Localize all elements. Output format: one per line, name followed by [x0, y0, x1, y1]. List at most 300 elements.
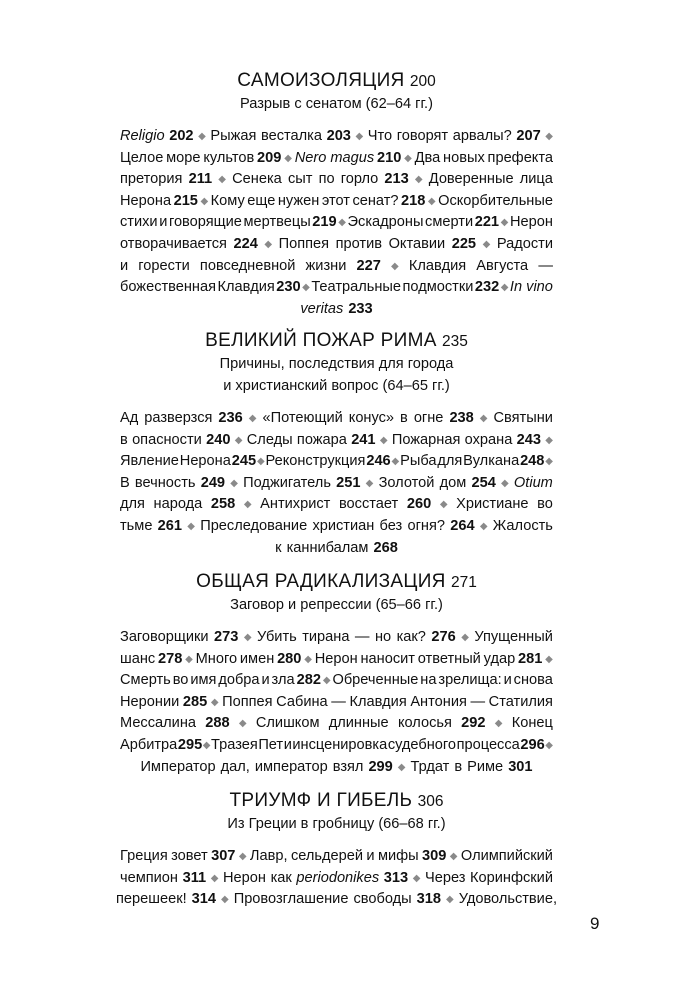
diamond-separator-icon: ◆	[391, 260, 399, 272]
toc-word: море	[166, 149, 201, 166]
toc-page-number: 314	[191, 891, 216, 908]
toc-word: Два	[414, 149, 441, 166]
toc-word: Явление	[120, 453, 179, 470]
toc-word: и	[120, 257, 129, 274]
toc-word: Неронии	[120, 693, 180, 710]
toc-word: тьме	[120, 517, 153, 534]
diamond-separator-icon: ◆	[264, 238, 273, 250]
toc-word: наносит	[360, 650, 415, 667]
toc-word: для	[120, 496, 145, 513]
toc-line	[120, 126, 553, 148]
toc-word: Клавдия	[217, 279, 275, 296]
toc-word: длинные	[328, 715, 389, 732]
toc-word: Христиане	[456, 496, 529, 513]
toc-word: Октавии	[388, 235, 446, 252]
toc-word: сельдерей	[290, 848, 364, 864]
toc-line	[120, 735, 553, 757]
toc-word: Целое	[120, 149, 164, 166]
toc-page-number: 313	[383, 869, 409, 886]
toc-page-number: 248	[520, 453, 545, 470]
chapter-contents	[120, 627, 553, 778]
toc-word: Августа	[476, 257, 529, 274]
toc-page-number: 307	[211, 848, 236, 864]
chapter-subtitle: Заговор и репрессии (65–66 гг.)	[230, 597, 443, 613]
toc-line	[120, 430, 553, 452]
toc-line	[120, 451, 553, 473]
toc-word: Антихрист	[260, 496, 331, 513]
toc-page-number: 273	[214, 629, 239, 645]
diamond-separator-icon: ◆	[284, 152, 292, 164]
diamond-separator-icon: ◆	[427, 195, 436, 207]
toc-word: Сабина	[276, 693, 328, 710]
diamond-separator-icon: ◆	[210, 872, 219, 884]
toc-line	[120, 516, 553, 538]
toc-word: но	[374, 629, 392, 645]
toc-word: Что	[367, 128, 393, 144]
toc-word: колосья	[397, 715, 452, 732]
toc-word: Театральные	[311, 279, 402, 296]
toc-word: судебного	[387, 736, 457, 753]
toc-page-number: 230	[276, 279, 301, 296]
toc-word: Поппея	[278, 235, 330, 252]
toc-page-number: 218	[401, 192, 426, 209]
toc-word: мифы	[377, 848, 419, 864]
toc-word: Пет	[258, 736, 284, 753]
toc-word: как?	[396, 629, 426, 645]
chapter-title: ТРИУМФ И ГИБЕЛЬ	[229, 790, 413, 811]
toc-word: Клавдия	[408, 257, 467, 274]
toc-page-number: 260	[406, 496, 432, 513]
toc-word: вечность	[134, 474, 196, 491]
diamond-separator-icon: ◆	[304, 653, 312, 665]
toc-word: Радости	[496, 235, 553, 252]
toc-word: зовет	[171, 848, 208, 864]
toc-line	[120, 256, 553, 278]
toc-word: говорящие	[168, 214, 242, 231]
toc-word: процесса	[456, 736, 520, 753]
toc-word: для	[437, 453, 463, 470]
diamond-separator-icon: ◆	[198, 131, 206, 142]
toc-word: в	[400, 410, 408, 426]
toc-word: Святыни	[493, 410, 553, 426]
toc-word: претория	[120, 171, 183, 188]
diamond-separator-icon: ◆	[439, 499, 448, 511]
toc-word: Сенека	[232, 171, 282, 188]
chapter-title: ОБЩАЯ РАДИКАЛИЗАЦИЯ	[196, 571, 446, 592]
toc-page-number: 241	[351, 431, 376, 448]
toc-page-number: 264	[450, 517, 475, 534]
toc-word: Вулкана	[463, 453, 520, 470]
chapter-contents	[116, 846, 558, 911]
toc-page-number: 299	[368, 758, 393, 775]
toc-page-number: 254	[471, 474, 496, 491]
toc-page-number: 249	[200, 474, 226, 491]
toc-line	[120, 868, 553, 890]
toc-word: Оскорбительные	[438, 192, 553, 209]
diamond-separator-icon: ◆	[545, 739, 553, 751]
toc-word: Нерон	[509, 214, 553, 231]
toc-word: Лавр,	[249, 848, 288, 864]
chapter-contents	[120, 126, 553, 320]
toc-page-number: 202	[169, 128, 194, 144]
toc-word: —	[470, 693, 486, 710]
toc-word: ответный	[417, 650, 481, 667]
toc-word: дом	[439, 474, 467, 491]
toc-word: инсценировка	[292, 736, 388, 753]
toc-word: Клавдия	[349, 693, 407, 710]
diamond-separator-icon: ◆	[545, 434, 553, 446]
toc-word: этот	[321, 192, 350, 209]
toc-word: разверзся	[144, 410, 213, 426]
toc-word: взял	[332, 758, 364, 775]
diamond-separator-icon: ◆	[256, 456, 265, 468]
toc-word: христиан	[312, 517, 375, 534]
diamond-separator-icon: ◆	[243, 499, 252, 511]
toc-line	[120, 191, 553, 213]
toc-page-number: 295	[177, 736, 203, 753]
toc-word: и	[261, 672, 270, 689]
toc-word: снова	[513, 672, 553, 689]
toc-word: В	[120, 474, 130, 491]
toc-line	[120, 148, 553, 170]
toc-line	[120, 494, 553, 516]
diamond-separator-icon: ◆	[445, 894, 454, 906]
toc-word: Статилия	[488, 693, 553, 710]
toc-word: удар	[483, 650, 516, 667]
chapter-page-number: 271	[450, 574, 477, 591]
toc-word: тирана	[302, 629, 350, 645]
toc-word: Преследование	[200, 517, 308, 534]
toc-word: отворачивается	[120, 235, 227, 252]
toc-word: Трдат	[410, 758, 450, 775]
toc-word: Коринфский	[470, 869, 553, 886]
toc-word: имен	[239, 650, 275, 667]
toc-page-number: 281	[518, 650, 543, 667]
toc-page-number: 268	[373, 539, 398, 556]
diamond-separator-icon: ◆	[479, 520, 488, 532]
toc-word: и	[366, 848, 375, 864]
diamond-separator-icon: ◆	[482, 238, 491, 250]
toc-page-number: 258	[210, 496, 236, 513]
chapter-subtitle: Из Греции в гробницу (66–68 гг.)	[227, 816, 446, 832]
diamond-separator-icon: ◆	[414, 174, 423, 186]
toc-word: в	[120, 431, 128, 448]
toc-word: в	[454, 758, 463, 775]
toc-page-number: 227	[356, 257, 381, 274]
toc-word: —	[538, 257, 553, 274]
toc-word: Otium	[513, 474, 553, 491]
chapter-page-number: 306	[417, 793, 444, 810]
chapter-4	[116, 790, 558, 911]
chapter-subtitle: и христианский вопрос (64–65 гг.)	[223, 378, 450, 394]
toc-word: Риме	[467, 758, 504, 775]
toc-line	[120, 649, 553, 671]
toc-word: добра	[218, 672, 260, 689]
toc-word: и	[503, 672, 512, 689]
toc-line	[116, 889, 558, 911]
toc-word: имя	[190, 672, 217, 689]
toc-page-number: 221	[474, 214, 500, 231]
toc-word: дал,	[220, 758, 250, 775]
toc-word: Пожарная	[391, 431, 461, 448]
chapter-heading	[120, 330, 553, 353]
toc-word: Нерон	[223, 869, 266, 886]
toc-word: лица	[519, 171, 553, 188]
toc-line	[120, 627, 553, 649]
toc-word: перешеек!	[116, 891, 187, 908]
diamond-separator-icon: ◆	[302, 282, 310, 294]
toc-word: сенат?	[352, 192, 399, 209]
chapter-page-number: 235	[441, 333, 468, 350]
toc-word: Греция	[120, 848, 168, 864]
toc-word: народа	[153, 496, 203, 513]
toc-word: Конец	[511, 715, 553, 732]
diamond-separator-icon: ◆	[397, 761, 406, 773]
toc-word: и	[159, 214, 168, 231]
diamond-separator-icon: ◆	[545, 456, 553, 468]
diamond-separator-icon: ◆	[248, 413, 257, 424]
diamond-separator-icon: ◆	[545, 131, 553, 142]
toc-word: весталка	[261, 128, 322, 144]
toc-word: Смерть	[120, 672, 171, 689]
toc-word: подмостки	[402, 279, 474, 296]
toc-line	[120, 846, 553, 868]
diamond-separator-icon: ◆	[404, 152, 412, 164]
toc-word: Жалость	[492, 517, 553, 534]
toc-page-number: 251	[336, 474, 361, 491]
chapter-subtitle: Разрыв с сенатом (62–64 гг.)	[240, 96, 433, 112]
toc-word: —	[331, 693, 346, 710]
toc-word: Тразея	[211, 736, 258, 753]
toc-line	[120, 277, 553, 299]
toc-word: как	[270, 869, 292, 886]
chapter-heading	[120, 70, 553, 93]
toc-word: veritas	[300, 300, 344, 317]
toc-word: Упущенный	[474, 629, 553, 645]
toc-word: зла	[271, 672, 295, 689]
toc-word: Арбитра	[120, 736, 178, 753]
toc-word: Убить	[257, 629, 297, 645]
diamond-separator-icon: ◆	[479, 413, 488, 424]
toc-word: Реконструкция	[265, 453, 366, 470]
toc-word: Мессалина	[120, 715, 196, 732]
toc-word: Через	[424, 869, 466, 886]
toc-line	[120, 713, 553, 735]
toc-word: арвалы?	[452, 128, 512, 144]
chapter-1	[120, 70, 553, 320]
toc-page-number: 209	[257, 149, 282, 166]
toc-word: Рыжая	[210, 128, 257, 144]
toc-line	[120, 408, 553, 430]
toc-word: охрана	[464, 431, 513, 448]
toc-page-number: 246	[366, 453, 391, 470]
toc-word: Следы	[246, 431, 293, 448]
toc-word: Провозглашение	[233, 891, 349, 908]
diamond-separator-icon: ◆	[545, 653, 553, 665]
chapter-page-number: 200	[409, 73, 436, 90]
toc-word: зрелища:	[438, 672, 502, 689]
toc-line	[120, 169, 553, 191]
toc-word: жизни	[305, 257, 347, 274]
diamond-separator-icon: ◆	[338, 217, 346, 229]
toc-page-number: 210	[376, 149, 402, 166]
toc-word: Кому	[210, 192, 245, 209]
toc-word: Нерона	[120, 192, 172, 209]
toc-word: префекта	[487, 149, 553, 166]
toc-page-number: 211	[188, 171, 213, 188]
toc-page-number: 245	[231, 453, 257, 470]
toc-page-number: 301	[508, 758, 533, 775]
diamond-separator-icon: ◆	[322, 675, 331, 687]
diamond-separator-icon: ◆	[379, 434, 388, 446]
chapter-heading	[120, 790, 553, 813]
chapter-3	[120, 571, 553, 778]
toc-page-number: 261	[157, 517, 183, 534]
toc-word: каннибалам	[286, 539, 369, 556]
toc-page-number: 203	[326, 128, 351, 144]
diamond-separator-icon: ◆	[501, 477, 509, 489]
diamond-separator-icon: ◆	[355, 131, 364, 142]
toc-word: In vino	[509, 279, 553, 296]
toc-word: Доверенные	[428, 171, 514, 188]
toc-page-number: 285	[182, 693, 208, 710]
toc-word: Золотой	[378, 474, 435, 491]
toc-page-number: 292	[461, 715, 486, 732]
toc-word: мертвецы	[243, 214, 311, 231]
diamond-separator-icon: ◆	[243, 632, 252, 643]
toc-word: божественная	[120, 279, 217, 296]
toc-line	[120, 473, 553, 495]
diamond-separator-icon: ◆	[391, 456, 400, 468]
toc-page-number: 215	[173, 192, 198, 209]
diamond-separator-icon: ◆	[221, 894, 229, 906]
toc-word: Nero magus	[294, 149, 375, 166]
toc-word: без	[379, 517, 403, 534]
toc-word: говорят	[396, 128, 449, 144]
toc-line	[120, 212, 553, 234]
toc-word: конус»	[348, 410, 395, 426]
toc-word: и	[283, 736, 292, 753]
toc-word: новых	[443, 149, 485, 166]
toc-line	[120, 757, 553, 779]
chapter-contents	[120, 408, 553, 559]
toc-word: горести	[138, 257, 190, 274]
toc-page-number: 282	[296, 672, 321, 689]
toc-word: Эскадроны	[347, 214, 424, 231]
toc-word: Religio	[120, 128, 165, 144]
toc-word: шанс	[120, 650, 156, 667]
toc-word: Рыба	[400, 453, 437, 470]
diamond-separator-icon: ◆	[412, 872, 421, 884]
diamond-separator-icon: ◆	[500, 282, 509, 294]
toc-word: смерти	[425, 214, 474, 231]
toc-word: огне	[413, 410, 444, 426]
toc-word: Обреченные	[332, 672, 419, 689]
toc-word: еще	[247, 192, 276, 209]
toc-page-number: 311	[182, 869, 207, 886]
toc-word: сыт	[287, 171, 313, 188]
toc-word: культов	[203, 149, 255, 166]
chapter-title: ВЕЛИКИЙ ПОЖАР РИМА	[205, 330, 437, 351]
toc-word: —	[354, 629, 370, 645]
diamond-separator-icon: ◆	[218, 174, 226, 186]
toc-word: periodonikes	[296, 869, 380, 886]
toc-page-number: 213	[384, 171, 409, 188]
toc-word: Много	[195, 650, 238, 667]
toc-word: против	[335, 235, 383, 252]
toc-line	[120, 234, 553, 256]
toc-word: Ад	[120, 410, 139, 426]
toc-page-number: 225	[451, 235, 477, 252]
toc-word: Заговорщики	[120, 629, 209, 645]
chapter-title: САМОИЗОЛЯЦИЯ	[237, 70, 405, 91]
toc-word: чемпион	[120, 869, 178, 886]
toc-page-number: 219	[312, 214, 337, 231]
diamond-separator-icon: ◆	[210, 696, 219, 708]
toc-page-number: 238	[449, 410, 474, 426]
toc-page-number: 233	[348, 300, 373, 317]
toc-word: повседневной	[199, 257, 296, 274]
toc-word: Поджигатель	[243, 474, 331, 491]
toc-page-number: 240	[206, 431, 231, 448]
toc-word: восстает	[338, 496, 399, 513]
diamond-separator-icon: ◆	[365, 477, 374, 489]
toc-page-number: 318	[416, 891, 441, 908]
diamond-separator-icon: ◆	[494, 718, 503, 730]
diamond-separator-icon: ◆	[449, 851, 458, 862]
diamond-separator-icon: ◆	[238, 718, 247, 730]
toc-line	[120, 299, 553, 321]
toc-page-number: 224	[233, 235, 258, 252]
diamond-separator-icon: ◆	[202, 739, 211, 751]
toc-word: «Потеющий	[262, 410, 343, 426]
toc-word: стихи	[120, 214, 158, 231]
diamond-separator-icon: ◆	[500, 217, 509, 229]
chapter-heading	[120, 571, 553, 594]
toc-word: горло	[340, 171, 379, 188]
toc-word: Нерон	[314, 650, 358, 667]
chapter-2	[120, 330, 553, 559]
diamond-separator-icon: ◆	[238, 851, 247, 862]
toc-word: пожара	[296, 431, 347, 448]
toc-line	[120, 692, 553, 714]
toc-word: свободы	[353, 891, 412, 908]
toc-word: Олимпийский	[460, 848, 553, 864]
toc-word: император	[254, 758, 328, 775]
toc-word: Император	[140, 758, 216, 775]
page-number: 9	[590, 914, 600, 933]
toc-word: во	[537, 496, 553, 513]
toc-page-number: 276	[431, 629, 456, 645]
toc-page-number: 280	[277, 650, 302, 667]
toc-page-number: 232	[474, 279, 500, 296]
toc-line	[120, 670, 553, 692]
diamond-separator-icon: ◆	[187, 520, 195, 532]
chapter-subtitle: Причины, последствия для города	[219, 356, 454, 372]
toc-page-number: 296	[520, 736, 545, 753]
toc-page-number: 309	[422, 848, 447, 864]
toc-word: во	[172, 672, 189, 689]
toc-word: Антония	[410, 693, 467, 710]
toc-word: на	[420, 672, 437, 689]
toc-word: Слишком	[255, 715, 320, 732]
diamond-separator-icon: ◆	[185, 653, 193, 665]
toc-page-number: 288	[205, 715, 230, 732]
toc-page-number: 236	[218, 410, 243, 426]
toc-word: Поппея	[222, 693, 273, 710]
toc-word: нужен	[277, 192, 320, 209]
diamond-separator-icon: ◆	[234, 434, 243, 446]
